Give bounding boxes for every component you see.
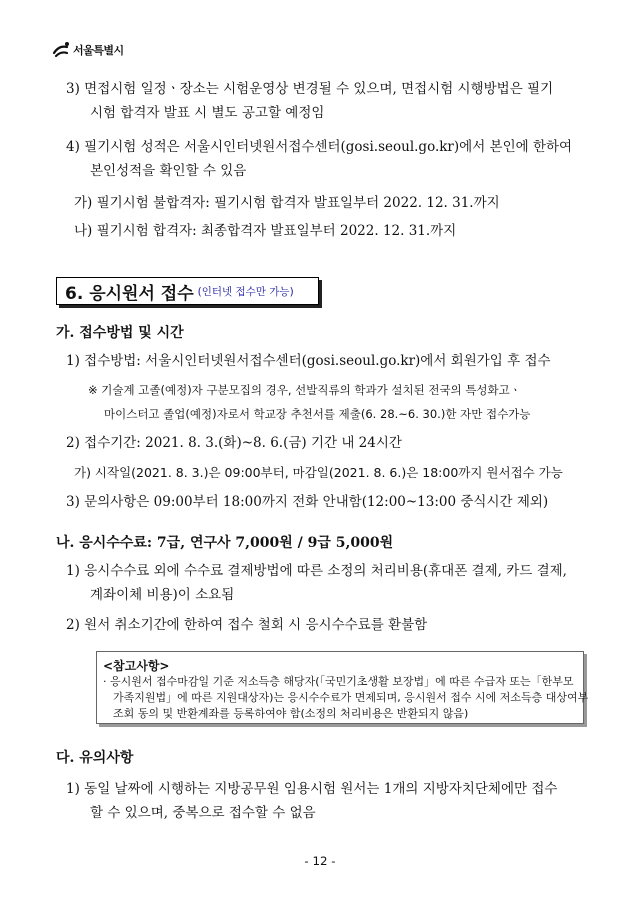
sub-b-heading: 나. 응시수수료: 7급, 연구사 7,000원 / 9급 5,000원 [56,535,394,551]
sub-c-line1a: 1) 동일 날짜에 시행하는 지방공무원 임용시험 원서는 1개의 지방자치단체에만 접수 [66,781,558,797]
item-4-line2: 본인성적을 확인할 수 있음 [90,163,247,179]
page-number: - 12 - [304,854,336,868]
sub-b-line2: 2) 원서 취소기간에 한하여 접수 철회 시 응시수수료를 환불함 [66,617,428,633]
sub-b-line1a: 1) 응시수수료 외에 수수료 결제방법에 따른 소정의 처리비용(휴대폰 결제, 카드 결제, [66,563,567,579]
sub-a-line2: 2) 접수기간: 2021. 8. 3.(화)~8. 6.(금) 기간 내 24시간 [66,435,402,451]
sub-a-heading: 가. 접수방법 및 시간 [56,325,184,341]
reference-note-box [96,651,589,724]
sub-a-note1: ※ 기술계 고졸(예정)자 구분모집의 경우, 선발직류의 학과가 설치된 전국의 특성화고ㆍ [88,383,521,397]
reference-line-1: · 응시원서 접수마감일 기준 저소득층 해당자(「국민기초생활 보장법」에 따른 수급자 또는「한부모 [103,675,574,688]
seoul-logo [52,41,124,59]
reference-line-2: 가족지원법」에 따른 지원대상자)는 응시수수료가 면제되며, 응시원서 접수 시에 저소득층 대상여부 [113,691,589,704]
logo-text: 서울특별시 [73,44,124,57]
section-6-heading [56,277,319,305]
sub-c-line1b: 할 수 있으며, 중복으로 접수할 수 없음 [90,805,316,821]
item-3-line2: 시험 합격자 발표 시 별도 공고할 예정임 [90,105,325,121]
item-3-line1: 3) 면접시험 일정ㆍ장소는 시험운영상 변경될 수 있으며, 면접시험 시행방법은 필기 [66,81,554,97]
sub-c-heading: 다. 유의사항 [56,750,134,766]
section-6-subtitle: (인터넷 접수만 가능) [197,285,294,298]
seoul-logo-icon [52,41,70,59]
sub-b-line1b: 계좌이체 비용)이 소요됨 [90,587,235,603]
sub-a-note2: 마이스터고 졸업(예정)자로서 학교장 추천서를 제출(6. 28.~6. 30.)한 자만 접수가능 [104,407,531,421]
section-6-title: 6. 응시원서 접수 [65,283,194,304]
sub-a-line1: 1) 접수방법: 서울시인터넷원서접수센터(gosi.seoul.go.kr)에서 회원가입 후 접수 [66,353,551,369]
sub-a-line3: 3) 문의사항은 09:00부터 18:00까지 전화 안내함(12:00~13:00 중식시간 제외) [66,494,549,510]
item-4-line1: 4) 필기시험 성적은 서울시인터넷원서접수센터(gosi.seoul.go.kr)에서 본인에 한하여 [66,139,573,155]
item-ga: 가) 필기시험 불합격자: 필기시험 합격자 발표일부터 2022. 12. 31.까지 [74,195,500,211]
reference-line-3: 조회 동의 및 반환계좌를 등록하여야 함(소정의 처리비용은 반환되지 않음) [113,707,469,720]
item-na: 나) 필기시험 합격자: 최종합격자 발표일부터 2022. 12. 31.까지 [74,223,457,239]
reference-title: <참고사항> [103,659,170,673]
sub-a-line2a: 가) 시작일(2021. 8. 3.)은 09:00부터, 마감일(2021. 8. 6.)은 18:00까지 원서접수 가능 [74,465,563,480]
